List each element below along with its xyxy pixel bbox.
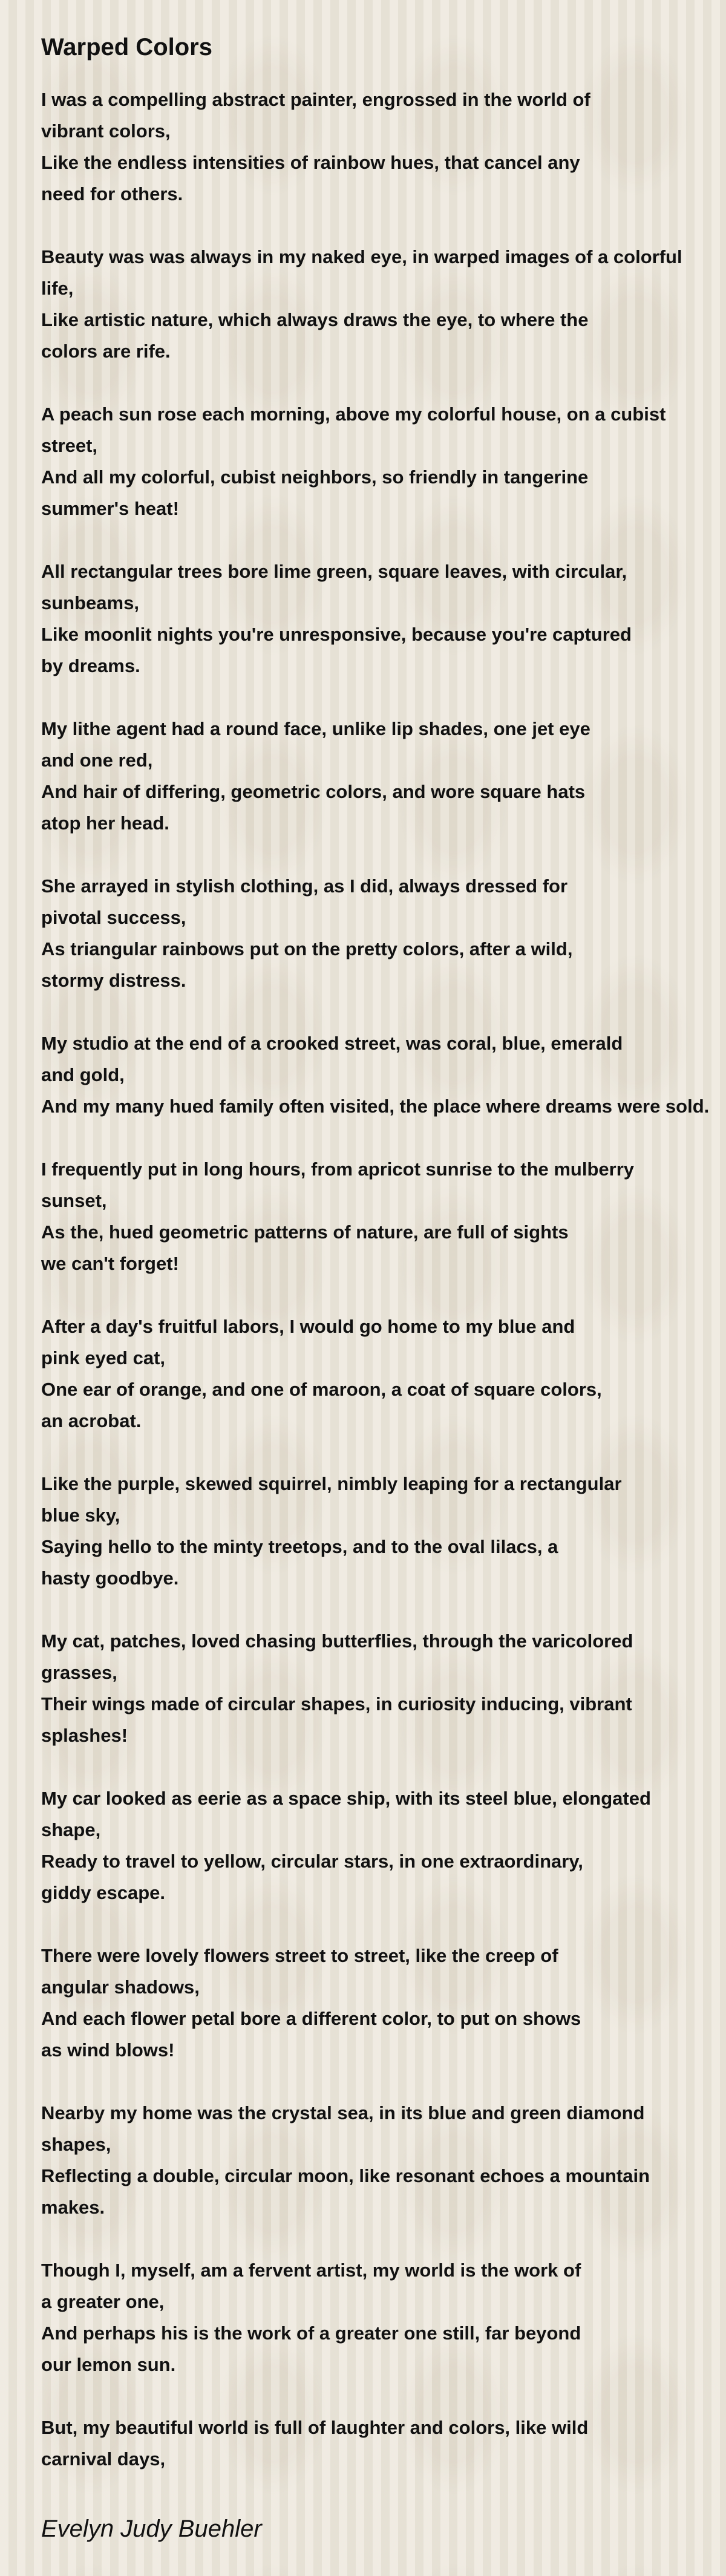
poem-line: There were lovely flowers street to street, like the creep of <box>41 1945 558 1966</box>
poem-line: an acrobat. <box>41 1410 142 1431</box>
poem-line: My car looked as eerie as a space ship, with its steel blue, elongated <box>41 1788 651 1809</box>
poem-line: My cat, patches, loved chasing butterflies, through the varicolored <box>41 1630 633 1652</box>
stanza <box>41 556 726 682</box>
poem-line: And my many hued family often visited, the place where dreams were sold. <box>41 1096 710 1117</box>
poem-line: shape, <box>41 1819 101 1840</box>
poem-line: our lemon sun. <box>41 2354 176 2375</box>
poem-line: splashes! <box>41 1725 128 1746</box>
stanza <box>41 2097 726 2223</box>
stanza <box>41 1028 726 1122</box>
poem-line: shapes, <box>41 2134 111 2155</box>
poem-line: I was a compelling abstract painter, engrossed in the world of <box>41 89 590 110</box>
poem-line: My studio at the end of a crooked street, was coral, blue, emerald <box>41 1033 623 1054</box>
poem-line: And each flower petal bore a different color, to put on shows <box>41 2008 581 2029</box>
stanza <box>41 871 726 996</box>
poem-line: atop her head. <box>41 812 169 834</box>
poem-line: grasses, <box>41 1662 117 1683</box>
poem-line: sunset, <box>41 1190 107 1211</box>
poem-line: street, <box>41 435 98 456</box>
poem-line: by dreams. <box>41 655 140 676</box>
poem-line: And all my colorful, cubist neighbors, so friendly in tangerine <box>41 466 589 488</box>
poem-title: Warped Colors <box>41 34 212 60</box>
poem-line: As the, hued geometric patterns of nature, are full of sights <box>41 1221 569 1243</box>
stanza <box>41 713 726 839</box>
poem-line: and gold, <box>41 1064 125 1085</box>
poem-line: After a day's fruitful labors, I would go home to my blue and <box>41 1316 575 1337</box>
poem-line: angular shadows, <box>41 1976 200 1998</box>
poem-line: I frequently put in long hours, from apricot sunrise to the mulberry <box>41 1159 635 1180</box>
poem-line: Though I, myself, am a fervent artist, my world is the work of <box>41 2260 581 2281</box>
poem-line: giddy escape. <box>41 1882 166 1903</box>
stanza <box>41 2412 726 2475</box>
poem-line: need for others. <box>41 183 183 204</box>
stanza <box>41 2255 726 2381</box>
poem-line: and one red, <box>41 750 153 771</box>
poem-line: stormy distress. <box>41 970 186 991</box>
poem-line: summer's heat! <box>41 498 179 519</box>
poem-line: we can't forget! <box>41 1253 179 1274</box>
poem-line: One ear of orange, and one of maroon, a coat of square colors, <box>41 1379 602 1400</box>
poem-line: Their wings made of circular shapes, in curiosity inducing, vibrant <box>41 1693 632 1715</box>
poem-line: As triangular rainbows put on the pretty colors, after a wild, <box>41 938 573 959</box>
poem-line: hasty goodbye. <box>41 1568 179 1589</box>
stanza <box>41 1468 726 1594</box>
stanza <box>41 1783 726 1909</box>
poem-line: Like the endless intensities of rainbow hues, that cancel any <box>41 152 580 173</box>
poem-line: a greater one, <box>41 2291 165 2312</box>
poem-line: Beauty was was always in my naked eye, in warped images of a colorful <box>41 246 682 267</box>
poem-line: Like artistic nature, which always draws the eye, to where the <box>41 309 589 330</box>
poem-line: colors are rife. <box>41 341 171 362</box>
poem-line: pink eyed cat, <box>41 1347 166 1368</box>
stanza <box>41 1940 726 2066</box>
poem-line: Like the purple, skewed squirrel, nimbly leaping for a rectangular <box>41 1473 622 1494</box>
poem-body <box>41 84 726 2506</box>
stanza <box>41 1626 726 1751</box>
poem-line: Saying hello to the minty treetops, and to the oval lilacs, a <box>41 1536 558 1557</box>
poem-line: A peach sun rose each morning, above my colorful house, on a cubist <box>41 404 666 425</box>
poem-line: All rectangular trees bore lime green, square leaves, with circular, <box>41 561 627 582</box>
poem-line: sunbeams, <box>41 592 139 613</box>
poem-line: makes. <box>41 2197 105 2218</box>
poem-line: Nearby my home was the crystal sea, in its blue and green diamond <box>41 2102 645 2123</box>
stanza <box>41 241 726 367</box>
poem-line: She arrayed in stylish clothing, as I did, always dressed for <box>41 875 568 897</box>
poem-line: blue sky, <box>41 1505 120 1526</box>
poem-line: But, my beautiful world is full of laughter and colors, like wild <box>41 2417 589 2438</box>
stanza <box>41 1311 726 1437</box>
poem-line: Reflecting a double, circular moon, like resonant echoes a mountain <box>41 2165 650 2186</box>
poem-line: Like moonlit nights you're unresponsive, because you're captured <box>41 624 632 645</box>
poem-line: carnival days, <box>41 2448 166 2470</box>
stanza <box>41 399 726 525</box>
poem-line: Ready to travel to yellow, circular stars, in one extraordinary, <box>41 1851 583 1872</box>
poem-author: Evelyn Judy Buehler <box>41 2516 262 2542</box>
poem-line: My lithe agent had a round face, unlike lip shades, one jet eye <box>41 718 590 739</box>
poem-line: And hair of differing, geometric colors, and wore square hats <box>41 781 586 802</box>
stanza <box>41 84 726 210</box>
poem-line: vibrant colors, <box>41 120 171 142</box>
poem-line: as wind blows! <box>41 2039 175 2061</box>
poem-line: And perhaps his is the work of a greater one still, far beyond <box>41 2323 581 2344</box>
poem-line: life, <box>41 278 74 299</box>
poem-line: pivotal success, <box>41 907 186 928</box>
stanza <box>41 1154 726 1280</box>
